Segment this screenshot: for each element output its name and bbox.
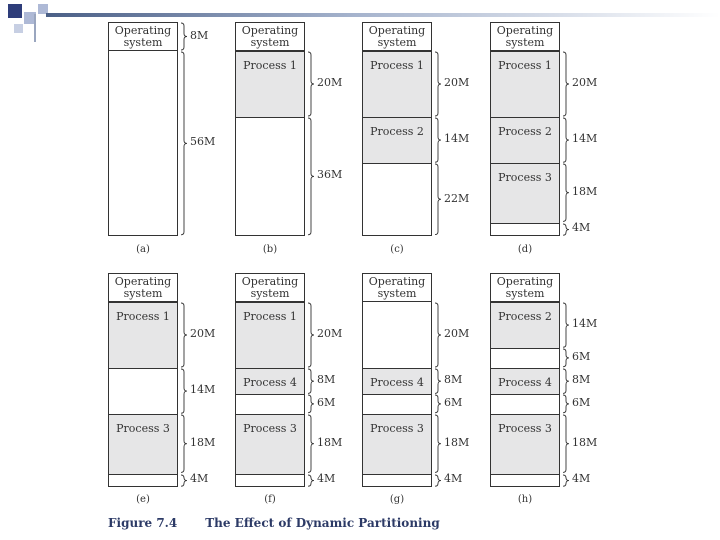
panel-label: (f) xyxy=(264,494,276,505)
os-label: Operating system xyxy=(241,24,299,49)
size-brace xyxy=(307,414,315,473)
size-label: 8M xyxy=(444,373,463,387)
size-brace xyxy=(562,302,570,348)
size-label: 18M xyxy=(190,435,216,449)
free-block xyxy=(490,474,560,487)
os-block xyxy=(362,22,432,51)
process-block xyxy=(235,302,305,368)
size-label: 4M xyxy=(572,221,591,235)
os-label: Operating system xyxy=(368,24,426,49)
size-brace xyxy=(307,474,315,487)
free-block xyxy=(235,394,305,414)
size-label: 20M xyxy=(572,76,598,89)
size-brace xyxy=(434,302,442,368)
os-block xyxy=(235,273,305,302)
free-block xyxy=(108,474,178,487)
process-block xyxy=(108,302,178,368)
size-brace xyxy=(307,368,315,394)
process-label: Process 1 xyxy=(243,59,297,72)
size-brace xyxy=(180,302,188,368)
size-brace xyxy=(562,223,570,236)
size-brace xyxy=(180,22,188,51)
panel-label: (e) xyxy=(136,494,150,505)
process-label: Process 2 xyxy=(498,310,552,323)
size-label: 6M xyxy=(317,396,336,410)
deco-vertical-bar xyxy=(34,14,36,42)
process-block xyxy=(235,368,305,394)
process-label: Process 1 xyxy=(116,310,170,323)
size-label: 20M xyxy=(190,327,216,340)
process-label: Process 4 xyxy=(243,376,297,389)
size-label: 56M xyxy=(190,135,216,149)
size-brace xyxy=(434,474,442,487)
size-brace xyxy=(180,474,188,487)
size-brace xyxy=(307,117,315,236)
os-block xyxy=(108,273,178,302)
panel-label: (a) xyxy=(136,244,150,255)
process-block xyxy=(235,414,305,473)
size-label: 14M xyxy=(572,132,598,146)
os-label: Operating system xyxy=(496,275,554,300)
figure-number: Figure 7.4 xyxy=(108,516,178,530)
process-block xyxy=(490,414,560,473)
size-label: 20M xyxy=(317,327,343,340)
process-block xyxy=(490,302,560,348)
os-block xyxy=(362,273,432,302)
process-block xyxy=(490,117,560,163)
process-label: Process 3 xyxy=(498,171,552,185)
free-block xyxy=(235,117,305,236)
size-brace xyxy=(434,117,442,163)
os-label: Operating system xyxy=(368,275,426,300)
os-label: Operating system xyxy=(241,275,299,300)
size-label: 18M xyxy=(572,184,598,198)
process-label: Process 3 xyxy=(243,422,297,436)
size-label: 18M xyxy=(444,435,470,449)
panel-label: (c) xyxy=(390,244,404,255)
size-brace xyxy=(562,51,570,117)
process-label: Process 4 xyxy=(370,376,424,389)
free-block xyxy=(108,51,178,236)
size-label: 14M xyxy=(572,317,598,331)
figure-title: The Effect of Dynamic Partitioning xyxy=(205,516,440,530)
process-block xyxy=(108,414,178,473)
deco-square xyxy=(14,24,23,33)
panel-label: (g) xyxy=(389,494,405,505)
free-block xyxy=(108,368,178,414)
deco-horizontal-bar xyxy=(46,13,720,17)
size-brace xyxy=(180,368,188,414)
free-block xyxy=(490,348,560,368)
os-block xyxy=(108,22,178,51)
process-label: Process 2 xyxy=(498,125,552,138)
size-brace xyxy=(434,51,442,117)
free-block xyxy=(362,163,432,236)
free-block xyxy=(490,394,560,414)
process-label: Process 1 xyxy=(243,310,297,323)
process-block xyxy=(490,368,560,394)
size-label: 22M xyxy=(444,191,470,205)
free-block xyxy=(235,474,305,487)
process-label: Process 1 xyxy=(370,59,424,72)
process-block xyxy=(490,51,560,117)
size-brace xyxy=(562,414,570,473)
size-brace xyxy=(562,474,570,487)
size-label: 4M xyxy=(572,472,591,486)
size-label: 18M xyxy=(572,435,598,449)
panel-label: (h) xyxy=(517,494,533,505)
size-brace xyxy=(434,394,442,414)
os-block xyxy=(490,273,560,302)
os-label: Operating system xyxy=(114,24,172,49)
os-label: Operating system xyxy=(496,24,554,49)
size-label: 4M xyxy=(317,472,336,486)
process-label: Process 2 xyxy=(370,125,424,138)
size-brace xyxy=(434,414,442,473)
size-brace xyxy=(307,394,315,414)
size-brace xyxy=(180,414,188,473)
size-label: 6M xyxy=(444,396,463,410)
process-block xyxy=(490,163,560,222)
process-block xyxy=(362,368,432,394)
os-block xyxy=(490,22,560,51)
size-brace xyxy=(434,163,442,236)
size-brace xyxy=(307,51,315,117)
size-brace xyxy=(562,348,570,368)
size-brace xyxy=(434,368,442,394)
process-label: Process 3 xyxy=(370,422,424,436)
process-label: Process 3 xyxy=(498,422,552,436)
size-label: 4M xyxy=(444,472,463,486)
size-label: 18M xyxy=(317,435,343,449)
size-label: 8M xyxy=(317,373,336,387)
size-label: 14M xyxy=(444,132,470,146)
panel-label: (b) xyxy=(262,244,278,255)
process-block xyxy=(362,117,432,163)
size-label: 8M xyxy=(190,28,209,42)
free-block xyxy=(490,223,560,236)
size-label: 8M xyxy=(572,373,591,387)
size-brace xyxy=(562,394,570,414)
deco-square xyxy=(8,4,22,18)
free-block xyxy=(362,302,432,368)
size-label: 6M xyxy=(572,396,591,410)
process-label: Process 1 xyxy=(498,59,552,72)
free-block xyxy=(362,474,432,487)
process-label: Process 4 xyxy=(498,376,552,389)
size-brace xyxy=(180,51,188,236)
process-block xyxy=(362,414,432,473)
size-label: 36M xyxy=(317,168,343,182)
size-label: 6M xyxy=(572,350,591,364)
process-block xyxy=(362,51,432,117)
size-label: 20M xyxy=(444,76,470,89)
free-block xyxy=(362,394,432,414)
size-brace xyxy=(307,302,315,368)
os-label: Operating system xyxy=(114,275,172,300)
size-brace xyxy=(562,163,570,222)
os-block xyxy=(235,22,305,51)
size-label: 20M xyxy=(317,76,343,89)
figure-caption xyxy=(108,516,440,530)
size-brace xyxy=(562,368,570,394)
size-label: 20M xyxy=(444,327,470,340)
panel-label: (d) xyxy=(517,244,533,255)
size-brace xyxy=(562,117,570,163)
process-label: Process 3 xyxy=(116,422,170,436)
process-block xyxy=(235,51,305,117)
size-label: 14M xyxy=(190,383,216,397)
size-label: 4M xyxy=(190,472,209,486)
